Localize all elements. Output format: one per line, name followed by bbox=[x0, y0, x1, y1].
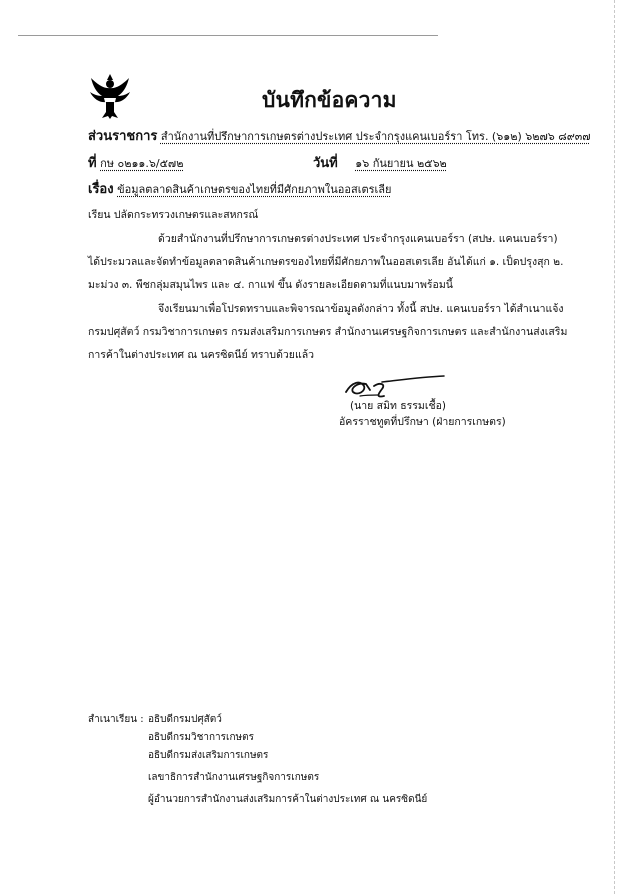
department-line bbox=[88, 125, 591, 146]
scan-top-line bbox=[18, 35, 438, 36]
addressee: เรียน ปลัดกระทรวงเกษตรและสหกรณ์ bbox=[88, 209, 259, 221]
subject-value: ข้อมูลตลาดสินค้าเกษตรของไทยที่มีศักยภาพในออสเตรเลีย bbox=[117, 183, 392, 196]
signature-image bbox=[338, 368, 448, 402]
reference-line bbox=[88, 152, 183, 173]
paragraph2-line3: การค้าในต่างประเทศ ณ นครซิดนีย์ ทราบด้วยแล้ว bbox=[88, 349, 315, 361]
cc-recipient: เลขาธิการสำนักงานเศรษฐกิจการเกษตร bbox=[148, 772, 320, 783]
cc-recipient: ผู้อำนวยการสำนักงานส่งเสริมการค้าในต่างประเทศ ณ นครซิดนีย์ bbox=[148, 794, 428, 805]
garuda-emblem-icon bbox=[88, 72, 132, 120]
scan-edge bbox=[614, 0, 615, 894]
paragraph2-line1: จึงเรียนมาเพื่อโปรดทราบและพิจารณาข้อมูลดังกล่าว ทั้งนี้ สปษ. แคนเบอร์รา ได้สำเนาแจ้ง bbox=[158, 303, 564, 315]
subject-label: เรื่อง bbox=[88, 182, 114, 197]
paragraph1-line1: ด้วยสำนักงานที่ปรึกษาการเกษตรต่างประเทศ ประจำกรุงแคนเบอร์รา (สปษ. แคนเบอร์รา) bbox=[158, 233, 558, 245]
reference-value: กษ ๐๒๑๑.๖/๕๗๒ bbox=[100, 157, 184, 170]
department-label: ส่วนราชการ bbox=[88, 129, 158, 144]
cc-recipient: อธิบดีกรมวิชาการเกษตร bbox=[148, 732, 254, 743]
department-value: สำนักงานที่ปรึกษาการเกษตรต่างประเทศ ประจำกรุงแคนเบอร์รา โทร. (๖๑๒) ๖๒๗๖ ๘๙๓๗ bbox=[160, 130, 591, 143]
date-value: ๑๖ กันยายน ๒๕๖๒ bbox=[355, 157, 447, 170]
cc-recipient: อธิบดีกรมปศุสัตว์ bbox=[148, 714, 222, 725]
paragraph1-line2: ได้ประมวลและจัดทำข้อมูลตลาดสินค้าเกษตรของไทยที่มีศักยภาพในออสเตรเลีย อันได้แก่ ๑. เป็ดปรุงสุก ๒. bbox=[88, 256, 564, 268]
cc-label: สำเนาเรียน : bbox=[88, 714, 144, 725]
signer-position: อัครราชทูตที่ปรึกษา (ฝ่ายการเกษตร) bbox=[339, 416, 506, 428]
subject-line bbox=[88, 178, 391, 199]
paragraph2-line2: กรมปศุสัตว์ กรมวิชาการเกษตร กรมส่งเสริมการเกษตร สำนักงานเศรษฐกิจการเกษตร และสำนักงานส่งเสริม bbox=[88, 326, 568, 338]
signer-name: (นาย สมิท ธรรมเชื้อ) bbox=[350, 400, 446, 412]
reference-label: ที่ bbox=[88, 156, 97, 171]
date-label: วันที่ bbox=[313, 156, 338, 171]
date-line bbox=[313, 152, 447, 173]
paragraph1-line3: มะม่วง ๓. พืชกลุ่มสมุนไพร และ ๔. กาแฟ ขึ้น ดังรายละเอียดตามที่แนบมาพร้อมนี้ bbox=[88, 279, 453, 291]
document-title: บันทึกข้อความ bbox=[262, 88, 397, 112]
cc-recipient: อธิบดีกรมส่งเสริมการเกษตร bbox=[148, 750, 269, 761]
